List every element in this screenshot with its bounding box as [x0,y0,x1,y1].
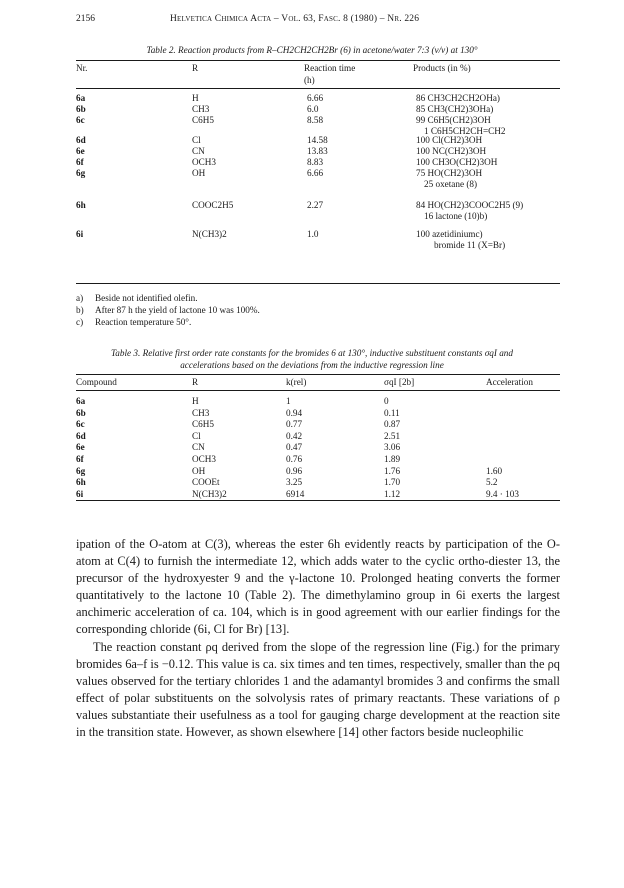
table3-cell-compound: 6h [76,477,86,488]
table2-cell-time: 1.0 [307,229,319,239]
table2-footnote-text: Reaction temperature 50°. [95,317,192,327]
running-header: Helvetica Chimica Acta – Vol. 63, Fasc. 8 (1980) – Nr. 226 [170,14,420,24]
table3-cell-compound: 6f [76,454,84,464]
table2-bottom-rule [76,283,560,284]
table3-cell-sigma: 3.06 [384,442,401,453]
table3-caption-line2: accelerations based on the deviations from the inductive regression line [180,360,444,370]
table2-cell-nr: 6i [76,229,84,239]
table2-cell-time: 6.66 [307,168,324,178]
table2-cell-product: 100 Cl(CH2)3OH [416,135,483,145]
table2-cell-nr: 6d [76,135,86,145]
table2-top-rule [76,60,560,61]
table2-cell-product: 100 azetidiniumc) [416,229,483,239]
table2-cell-r: N(CH3)2 [192,229,227,239]
table3-cell-sigma: 0.87 [384,419,401,430]
table2-cell-time: 13.83 [307,146,328,156]
table3-cell-sigma: 2.51 [384,430,401,441]
table3-cell-sigma: 1.76 [384,465,401,476]
table2-cell-time: 8.58 [307,115,324,125]
table3-cell-sigma: 1.89 [384,454,401,464]
table3-cell-krel: 3.25 [286,477,303,488]
table2-footnote-mark: b) [76,305,84,315]
table2-cell-product: 99 C6H5(CH2)3OH [416,115,491,125]
table2-cell-nr: 6f [76,157,84,167]
table3-cell-compound: 6g [76,465,86,476]
table2-cell-product: 100 CH3O(CH2)3OH [416,157,498,167]
table2-cell-nr: 6b [76,104,86,114]
table3-cell-r: H [192,396,199,406]
table3-cell-krel: 1 [286,396,291,406]
table3-cell-r: Cl [192,430,201,441]
table2-cell-nr: 6e [76,146,85,156]
table2-col-products: Products (in %) [413,63,471,73]
table3-cell-r: C6H5 [192,419,214,430]
table2-cell-product: 85 CH3(CH2)3OHa) [416,104,494,114]
table2-cell-time: 6.0 [307,104,319,114]
table2-cell-nr: 6c [76,115,85,125]
table2-cell-product: 25 oxetane (8) [424,179,478,189]
table2-cell-time: 2.27 [307,200,324,210]
table3-cell-compound: 6d [76,430,86,441]
table3-caption-line1: Table 3. Relative first order rate constants for the bromides 6 at 130°, inductive substituent constants σqI and [111,348,513,358]
table2-cell-r: OH [192,168,206,178]
table2-cell-r: CH3 [192,104,210,114]
table3-cell-r: OCH3 [192,454,216,464]
table2-footnote-mark: a) [76,293,84,303]
table3-cell-krel: 0.94 [286,407,303,418]
table2-col-nr: Nr. [76,63,88,73]
table2-cell-nr: 6a [76,93,86,103]
table3-col-sigma: σqI [2b] [384,377,415,387]
table2-footnote-text: Beside not identified olefin. [95,293,198,303]
table2-cell-r: Cl [192,135,201,145]
table3-cell-compound: 6c [76,419,85,430]
table3-cell-sigma: 0.11 [384,407,400,418]
table2-cell-r: COOC2H5 [192,200,234,210]
table3-cell-acceleration: 9.4 · 103 [486,488,519,499]
table2-cell-time: 6.66 [307,93,324,103]
table3-cell-compound: 6b [76,407,86,418]
table2-cell-r: H [192,93,199,103]
table2-cell-time: 8.83 [307,157,324,167]
page-number: 2156 [76,14,95,24]
table2-col-time-unit: (h) [304,75,315,85]
table2-cell-time: 14.58 [307,135,328,145]
table3-cell-r: N(CH3)2 [192,488,227,499]
table2-cell-product: 86 CH3CH2CH2OHa) [416,93,500,103]
table3-cell-krel: 0.77 [286,419,303,430]
paragraph-2: The reaction constant ρq derived from the slope of the regression line (Fig.) for the primary bromides 6a–f is −0.12. This value is ca. six times and ten times, respectively, smaller than the ρq values observed for the tertiary chlorides 1 and the adamantyl bromides 3 and confirms the small effect of polar substituents on the solvolysis rates of primary reactants. These variations of ρ values substantiate their usefulness as a tool for gauging charge development at the reaction site in the transition state. However, as shown elsewhere [14] other factors beside nucleophilic [76,639,560,740]
table3-cell-krel: 6914 [286,488,305,499]
table3-bottom-rule [76,500,560,501]
paragraph-1: ipation of the O-atom at C(3), whereas the ester 6h evidently reacts by participation of the O-atom at C(4) to furnish the intermediate 12, which adds water to the cyclic ortho-diester 13, the precursor of the hydroxyester 9 and the γ-lactone 10. Prolonged heating converts the former quantitatively to the lactone 10 (Table 2). The dimethylamino group in 6i exerts the largest anchimeric acceleration of ca. 104, which is in good agreement with our earlier findings for the corresponding chloride (6i, Cl for Br) [13]. [76,537,560,637]
table2-caption: Table 2. Reaction products from R–CH2CH2CH2Br (6) in acetone/water 7:3 (v/v) at 130° [146,45,478,55]
table3-top-rule [76,374,560,375]
table3-cell-sigma: 0 [384,396,389,406]
table3-cell-compound: 6a [76,396,86,406]
table3-header-rule [76,390,560,391]
table2-col-r: R [192,63,199,73]
table2-cell-r: OCH3 [192,157,216,167]
table3-cell-acceleration: 5.2 [486,477,498,488]
table3-cell-r: OH [192,465,206,476]
table3-col-r: R [192,377,199,387]
table2-cell-nr: 6h [76,200,86,210]
table3-col-krel: k(rel) [286,377,307,387]
table2-cell-product: bromide 11 (X=Br) [434,240,506,250]
table3-cell-r: CH3 [192,407,210,418]
table3-cell-sigma: 1.12 [384,488,401,499]
table3-cell-r: CN [192,442,205,453]
table2-cell-product: 16 lactone (10)b) [424,211,488,221]
table3-cell-sigma: 1.70 [384,477,401,488]
table2-footnote-text: After 87 h the yield of lactone 10 was 100%. [95,305,260,315]
table2-cell-r: C6H5 [192,115,214,125]
table2-footnote-mark: c) [76,317,84,327]
table2-cell-r: CN [192,146,205,156]
table2-cell-product: 75 HO(CH2)3OH [416,168,483,178]
table3-cell-krel: 0.47 [286,442,303,453]
table2-cell-product: 84 HO(CH2)3COOC2H5 (9) [416,200,524,210]
table3-cell-compound: 6e [76,442,85,453]
table3-cell-r: COOEt [192,477,220,488]
table2-col-time: Reaction time [304,63,356,73]
table3-cell-compound: 6i [76,488,84,499]
table2-cell-product: 1 C6H5CH2CH=CH2 [424,126,506,136]
table2-cell-nr: 6g [76,168,86,178]
body-text [76,536,560,741]
table3-cell-krel: 0.76 [286,454,303,464]
table3-cell-krel: 0.42 [286,430,303,441]
table3-col-acceleration: Acceleration [486,377,533,387]
table2-header-rule [76,88,560,89]
table2-cell-product: 100 NC(CH2)3OH [416,146,487,156]
table3-col-compound: Compound [76,377,117,387]
table3-cell-acceleration: 1.60 [486,465,503,476]
table3-cell-krel: 0.96 [286,465,303,476]
